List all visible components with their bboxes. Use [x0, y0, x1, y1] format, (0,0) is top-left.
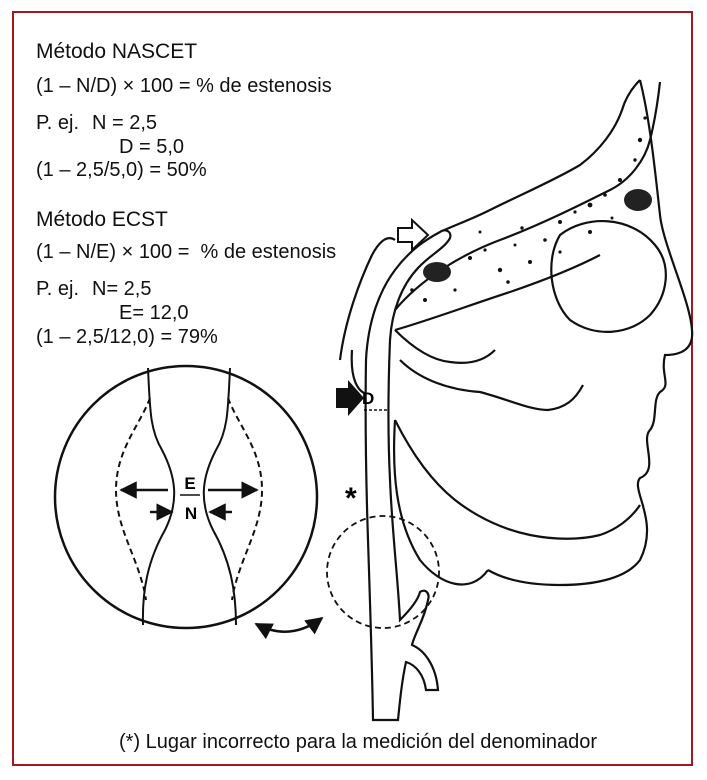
- ecst-example-e: E= 12,0: [119, 302, 189, 324]
- ecst-formula: (1 – N/E) × 100 = % de estenosis: [36, 241, 337, 263]
- palate: [395, 330, 495, 363]
- orbit: [551, 221, 666, 332]
- head-anatomy: [340, 80, 692, 585]
- mandible-lower: [395, 420, 640, 539]
- ecst-example-label: P. ej.: [36, 278, 79, 300]
- artery-vessel: [366, 230, 451, 720]
- label-d: D: [362, 389, 375, 408]
- nascet-example-d: D = 5,0: [119, 136, 185, 158]
- solid-arrow-icon: [336, 380, 364, 416]
- nascet-example-n: N = 2,5: [92, 112, 158, 134]
- nascet-formula: (1 – N/D) × 100 = % de estenosis: [36, 75, 332, 97]
- mandible-upper: [400, 360, 583, 410]
- caption: (*) Lugar incorrecto para la medición del denominador: [119, 731, 598, 753]
- ecst-example-n: N= 2,5: [92, 278, 152, 300]
- magnified-stenosis-view: [55, 366, 317, 628]
- carotid-artery: [366, 230, 451, 720]
- asterisk-marker: *: [345, 482, 357, 515]
- nascet-title: Método NASCET: [36, 40, 198, 63]
- skull-line: [440, 80, 640, 232]
- link-double-arrow: [256, 618, 322, 632]
- label-e: E: [184, 474, 196, 493]
- label-n: N: [184, 504, 198, 523]
- bone-texture: [410, 116, 652, 302]
- ecst-result: (1 – 2,5/12,0) = 79%: [36, 326, 218, 348]
- magnify-circle: [55, 366, 317, 628]
- ecst-title: Método ECST: [36, 208, 168, 231]
- nascet-result: (1 – 2,5/5,0) = 50%: [36, 159, 207, 181]
- nascet-example-label: P. ej.: [36, 112, 79, 134]
